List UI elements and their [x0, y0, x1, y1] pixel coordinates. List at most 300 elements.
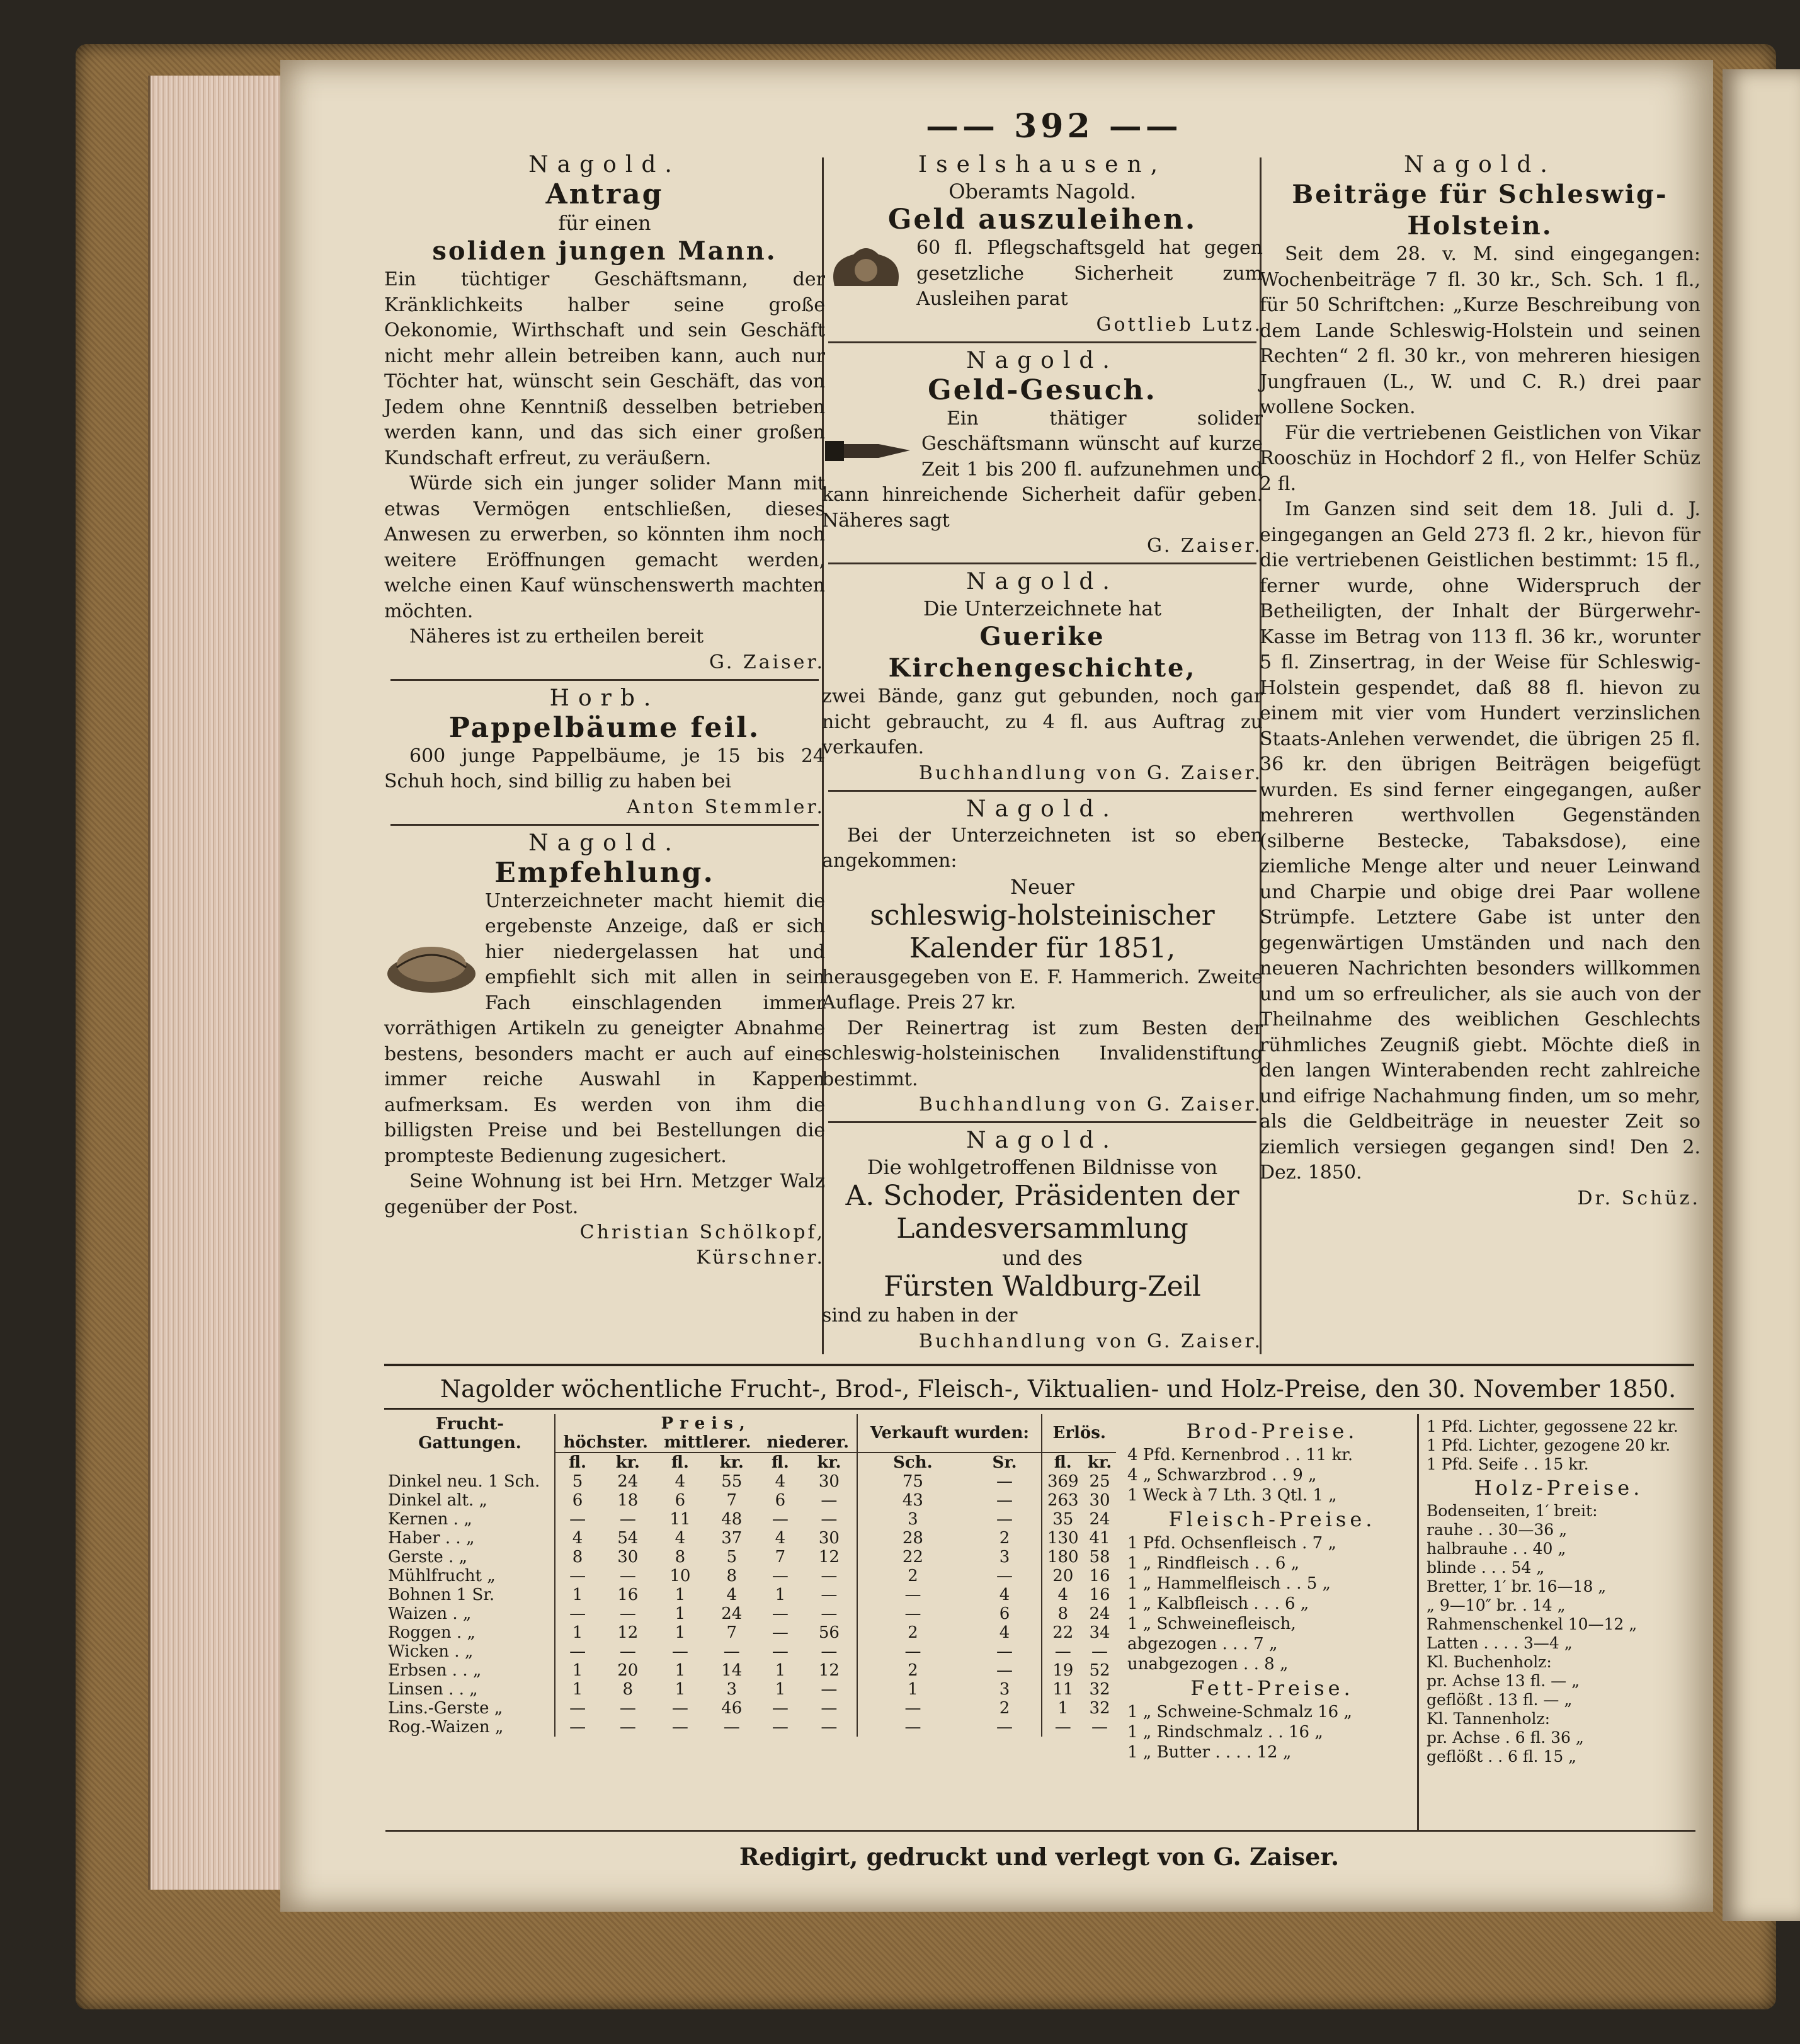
grain-name: Dinkel neu. 1 Sch. [385, 1472, 555, 1491]
unit-cell [385, 1453, 555, 1472]
table-cell: 1 [675, 1585, 686, 1604]
table-cell: — [968, 1491, 1042, 1510]
table-row [385, 1680, 1116, 1699]
unit-cell: kr. [704, 1453, 759, 1472]
ad-subtitle: für einen [558, 211, 651, 235]
ad-body: Im Ganzen sind seit dem 18. Juli d. J. eingegangen an Geld 273 fl. 2 kr., hievon für die vertriebenen Geistlichen bestimmt: 15 fl., ferner wurde, ohne Widerspruch der Betheiligten, der Inhalt der Bürgerwehr-Kasse im Betrag von 113 fl. 36 kr., worunter 5 fl. Zinsertrag, in der Weise für Schleswig-Holstein gespendet, daß 88 fl. hievon zu einem mit vier vom Hundert verzinslichen Staats-Anlehen verwendet, die übrigen 25 fl. 36 kr. den übrigen Beiträgen beigefügt wurden. Es sind ferner eingegangen, außer mehreren werthvollen Gegenständen (silberne Bestecke, Tabaksdose), eine ziemliche Menge alter und neuer Leinwand und Charpie und obige drei Paar wollene Strümpfe. Letztere Gabe ist unter den gegenwärtigen Umständen und nach den neueren Nachrichten besonders willkommen und um so erfreulicher, als sie auch von der Theilnahme des weiblichen Geschlechts rühmliches Zeugniß giebt. Möchte dieß in den langen Winterabenden recht zahlreiche und eifrige Nachahmung finden, um so mehr, als die Geldbeiträge in neuester Zeit so ziemlich versiegen gegangen sind! Den 2. Dez. 1850. [1260, 498, 1700, 1184]
table-cell: 32 [1089, 1699, 1110, 1718]
table-cell: 6 [675, 1491, 686, 1510]
price-line: „ 9—10″ br. . 14 „ [1427, 1596, 1566, 1614]
ad-bildnisse [822, 1127, 1263, 1354]
table-cell: 1 [572, 1623, 583, 1642]
grain-name: Erbsen . . „ [385, 1661, 555, 1680]
ad-empfehlung [384, 830, 825, 1271]
table-cell: 14 [721, 1661, 743, 1680]
grain-name: Rog.-Waizen „ [385, 1718, 555, 1737]
table-cell: 1 [572, 1585, 583, 1604]
table-cell: 5 [726, 1548, 738, 1567]
table-cell: 18 [617, 1491, 639, 1510]
unit-cell: fl. [759, 1453, 801, 1472]
table-cell: — [968, 1642, 1042, 1661]
table-cell: 22 [1052, 1623, 1074, 1642]
ad-signature: Gottlieb Lutz. [1096, 313, 1263, 336]
table-cell: — [1054, 1642, 1071, 1661]
fleisch-title: Fleisch-Preise. [1168, 1507, 1376, 1531]
price-line: Rahmenschenkel 10—12 „ [1427, 1615, 1638, 1633]
frucht-body [385, 1472, 1116, 1737]
unit-cell: fl. [656, 1453, 704, 1472]
table-cell: — [723, 1642, 740, 1661]
table-cell: — [619, 1642, 636, 1661]
frucht-table-wrap [385, 1414, 1116, 1737]
ad-body: Seit dem 28. v. M. sind eingegangen: Wochenbeiträge 7 fl. 30 kr., Sch. Sch. 1 fl., für 50 Schriftchen: „Kurze Beschreibung von dem Lande Schleswig-Holstein und seinen Rechten“ 2 fl. 30 kr., von mehreren hiesigen Jungfrauen (L., W. und C. R.) drei paar wollene Socken. [1260, 243, 1700, 418]
ad-signature: G. Zaiser. [709, 651, 825, 673]
table-cell: 4 [968, 1585, 1042, 1604]
pointing-hand-icon [822, 431, 916, 469]
price-line: 1 Pfd. Seife . . 15 kr. [1427, 1455, 1589, 1473]
table-cell: — [802, 1604, 858, 1623]
unit-cell: fl. [1042, 1453, 1083, 1472]
table-cell: 1 [572, 1661, 583, 1680]
price-line: unabgezogen . . 8 „ [1127, 1655, 1289, 1674]
fett-list [1127, 1702, 1417, 1762]
table-cell: — [802, 1585, 858, 1604]
price-line: Bretter, 1′ br. 16—18 „ [1427, 1577, 1607, 1596]
table-cell: — [968, 1472, 1042, 1491]
grain-name: Lins.-Gerste „ [385, 1699, 555, 1718]
table-cell: — [802, 1642, 858, 1661]
table-row [385, 1491, 1116, 1510]
table-cell: 30 [617, 1548, 639, 1567]
table-cell: 4 [968, 1623, 1042, 1642]
table-cell: 22 [902, 1548, 923, 1567]
column-3 [1260, 151, 1700, 1211]
place: Nagold. [966, 569, 1119, 595]
imprint: Redigirt, gedruckt und verlegt von G. Zaiser. [739, 1842, 1340, 1871]
grain-name: Linsen . . „ [385, 1680, 555, 1699]
unit-cell: fl. [555, 1453, 600, 1472]
table-cell: — [802, 1699, 858, 1718]
table-cell: 2 [968, 1699, 1042, 1718]
table-cell: 48 [721, 1510, 743, 1529]
table-cell: 6 [775, 1491, 786, 1510]
ad-body: sind zu haben in der [822, 1305, 1018, 1327]
price-line: 1 „ Schweinefleisch, [1127, 1614, 1296, 1633]
ad-signature: Buchhandlung von G. Zaiser. [918, 1330, 1263, 1352]
table-cell: 19 [1052, 1661, 1074, 1680]
col-header: Frucht-Gattungen. [385, 1414, 555, 1453]
price-line: 1 „ Kalbfleisch . . . 6 „ [1127, 1594, 1309, 1613]
table-cell: — [569, 1567, 586, 1585]
table-cell: 7 [775, 1548, 786, 1567]
ad-subtitle: und des [1002, 1246, 1083, 1270]
table-cell: — [772, 1699, 789, 1718]
table-cell: — [802, 1510, 858, 1529]
table-row [385, 1623, 1116, 1642]
price-line: 1 „ Hammelfleisch . . 5 „ [1127, 1574, 1331, 1593]
table-row [385, 1585, 1116, 1604]
ad-signature: Christian Schölkopf, [579, 1221, 825, 1243]
unit-cell: kr. [802, 1453, 858, 1472]
column-rule [1417, 1414, 1419, 1830]
table-row [385, 1529, 1116, 1548]
table-cell: 180 [1047, 1548, 1079, 1567]
table-cell: 54 [617, 1529, 639, 1548]
table-cell: 1 [1057, 1699, 1069, 1718]
table-cell: 55 [721, 1472, 743, 1491]
divider [828, 341, 1256, 343]
ad-signature: Kürschner. [696, 1247, 825, 1269]
table-cell: 1 [675, 1661, 686, 1680]
section-rule [385, 1830, 1695, 1832]
table-cell: — [968, 1510, 1042, 1529]
table-cell: — [802, 1680, 858, 1699]
table-cell: — [772, 1718, 789, 1737]
table-cell: — [1091, 1718, 1108, 1737]
price-line: Kl. Buchenholz: [1427, 1653, 1552, 1671]
brod-title: Brod-Preise. [1186, 1419, 1359, 1443]
table-cell: — [904, 1718, 921, 1737]
ad-signature: Anton Stemmler. [626, 796, 825, 818]
table-cell: 4 [775, 1472, 786, 1491]
table-cell: 1 [675, 1604, 686, 1623]
table-cell: 37 [721, 1529, 743, 1548]
table-cell: 5 [572, 1472, 583, 1491]
ad-title: Pappelbäume feil. [448, 711, 761, 744]
licht-list [1427, 1417, 1691, 1474]
table-cell: 16 [617, 1585, 639, 1604]
price-line: geflößt . 13 fl. — „ [1427, 1691, 1573, 1709]
place: Nagold. [1404, 152, 1556, 178]
price-line: abgezogen . . . 7 „ [1127, 1635, 1278, 1653]
ad-body: 60 fl. Pflegschaftsgeld hat gegen gesetzliche Sicherheit zum Ausleihen parat [916, 237, 1263, 310]
table-cell: 52 [1089, 1661, 1110, 1680]
ad-title: schleswig-holsteinischer Kalender für 1851, [870, 899, 1215, 964]
table-row [385, 1718, 1116, 1737]
price-line: 1 „ Rindfleisch . . 6 „ [1127, 1554, 1300, 1573]
table-row [385, 1661, 1116, 1680]
ad-body: Ein tüchtiger Geschäftsmann, der Kränklichkeits halber seine große Oekonomie, Wirthschaft und sein Geschäft nicht mehr allein betreiben kann, auch nur Töchter hat, wünscht sein Geschäft, das von Jedem ohne Kenntniß desselben betrieben werden kann, und das sich einer großen Kundschaft erfreut, zu veräußern. [384, 268, 825, 469]
ad-signature: Dr. Schüz. [1577, 1187, 1700, 1209]
table-cell: — [619, 1510, 636, 1529]
table-cell: 4 [572, 1529, 583, 1548]
price-line: 4 „ Schwarzbrod . . 9 „ [1127, 1466, 1317, 1485]
price-line: 1 Pfd. Lichter, gegossene 22 kr. [1427, 1417, 1678, 1436]
cap-illustration-icon [384, 939, 479, 996]
price-line: Bodenseiten, 1′ breit: [1427, 1502, 1598, 1520]
price-line: 1 Pfd. Lichter, gezogene 20 kr. [1427, 1436, 1671, 1454]
table-cell: 35 [1052, 1510, 1074, 1529]
table-cell: 2 [908, 1661, 918, 1680]
table-cell: — [569, 1718, 586, 1737]
ad-subtitle: Oberamts Nagold. [948, 180, 1136, 203]
price-line: Kl. Tannenholz: [1427, 1710, 1551, 1728]
ad-subtitle: Die Unterzeichnete hat [923, 597, 1162, 620]
section-rule [384, 1364, 1694, 1366]
moneybag-illustration-icon [822, 236, 910, 299]
ad-subtitle: soliden jungen Mann. [432, 236, 777, 266]
table-cell: 1 [775, 1661, 786, 1680]
table-cell: — [802, 1491, 858, 1510]
section-rule [384, 1408, 1694, 1410]
table-cell: — [968, 1718, 1042, 1737]
ad-subtitle: Die wohlgetroffenen Bildnisse von [867, 1155, 1218, 1179]
table-cell: 28 [902, 1529, 923, 1548]
ad-title: Beiträge für Schleswig-Holstein. [1292, 180, 1668, 241]
col-header: niederer. [759, 1433, 857, 1453]
table-cell: 75 [902, 1472, 923, 1491]
table-cell: 4 [675, 1472, 686, 1491]
table-cell: — [772, 1604, 789, 1623]
table-row [385, 1510, 1116, 1529]
table-row [385, 1604, 1116, 1623]
ad-body: Seine Wohnung ist bei Hrn. Metzger Walz gegenüber der Post. [384, 1170, 825, 1218]
table-row [385, 1642, 1116, 1661]
ad-title: Geld-Gesuch. [928, 374, 1157, 406]
table-row [385, 1567, 1116, 1585]
unit-cell: kr. [600, 1453, 656, 1472]
price-line: halbrauhe . . 40 „ [1427, 1539, 1566, 1558]
table-cell: 56 [802, 1623, 858, 1642]
grain-name: Haber . . „ [385, 1529, 555, 1548]
unit-cell: Sch. [857, 1453, 967, 1472]
table-cell: 10 [669, 1567, 691, 1585]
ad-body: Würde sich ein junger solider Mann mit etwas Vermögen entschließen, dieses Anwesen zu erwerben, so könnten ihm noch weitere Eröffnungen gemacht werden, welche einen Kauf wünschenswerth machten möchten. [384, 472, 825, 622]
grain-name: Dinkel alt. „ [385, 1491, 555, 1510]
table-cell: — [968, 1661, 1042, 1680]
col-header: Erlös. [1052, 1424, 1106, 1442]
table-cell: 41 [1089, 1529, 1110, 1548]
table-cell: 4 [675, 1529, 686, 1548]
col-header: Preis, [555, 1414, 857, 1433]
market-title: Nagolder wöchentliche Frucht-, Brod-, Fleisch-, Viktualien- und Holz-Preise, den 30. November 1850. [440, 1375, 1677, 1403]
price-line: 1 „ Schweine-Schmalz 16 „ [1127, 1703, 1352, 1721]
table-cell: 1 [675, 1680, 686, 1699]
table-cell: 8 [572, 1548, 583, 1567]
price-line: geflößt . . 6 fl. 15 „ [1427, 1747, 1577, 1766]
grain-name: Mühlfrucht „ [385, 1567, 555, 1585]
table-cell: — [772, 1567, 789, 1585]
table-cell: — [904, 1699, 921, 1718]
table-row [385, 1699, 1116, 1718]
price-line: 1 Pfd. Ochsenfleisch . 7 „ [1127, 1534, 1336, 1553]
grain-name: Waizen . „ [385, 1604, 555, 1623]
table-cell: 24 [617, 1472, 639, 1491]
table-cell: — [569, 1699, 586, 1718]
table-cell: 12 [802, 1548, 858, 1567]
grain-name: Wicken . „ [385, 1642, 555, 1661]
table-cell: — [619, 1699, 636, 1718]
table-cell: 8 [622, 1680, 634, 1699]
unit-cell: Sr. [968, 1453, 1042, 1472]
price-line: blinde . . . 54 „ [1427, 1558, 1545, 1577]
table-cell: 11 [669, 1510, 691, 1529]
brod-list [1127, 1445, 1417, 1505]
ad-body: Unterzeichneter macht hiemit die ergebenste Anzeige, daß er sich hier niedergelassen hat und empfiehlt sich mit allen in sein Fach einschlagenden immer vorräthigen Artikeln zu geneigter Abnahme bestens, besonders macht er auch auf eine immer reiche Auswahl in Kappen aufmerksam. Es werden von ihm die billigsten Preise und bei Bestellungen die prompteste Bedienung zugesichert. [384, 889, 825, 1167]
table-cell: — [1054, 1718, 1071, 1737]
divider [390, 824, 819, 826]
price-line: pr. Achse 13 fl. — „ [1427, 1672, 1580, 1690]
col-header: Verkauft wurden: [857, 1414, 1042, 1453]
table-cell: 12 [802, 1661, 858, 1680]
ad-body: zwei Bände, ganz gut gebunden, noch gar nicht gebraucht, zu 4 fl. aus Auftrag zu verkaufen. [822, 685, 1263, 758]
price-line: rauhe . . 30—36 „ [1427, 1521, 1568, 1539]
table-cell: 3 [908, 1510, 918, 1529]
price-line: 1 Weck à 7 Lth. 3 Qtl. 1 „ [1127, 1486, 1337, 1505]
frucht-table [385, 1414, 1116, 1737]
table-cell: 6 [968, 1604, 1042, 1623]
ad-signature: G. Zaiser. [1146, 535, 1263, 557]
grain-name: Gerste . „ [385, 1548, 555, 1567]
table-cell: — [904, 1642, 921, 1661]
place: Iselshausen, [918, 152, 1167, 178]
table-cell: 1 [775, 1680, 786, 1699]
ad-signature: Buchhandlung von G. Zaiser. [918, 1093, 1263, 1116]
price-line: 4 Pfd. Kernenbrod . . 11 kr. [1127, 1446, 1353, 1464]
column-2 [822, 151, 1263, 1354]
table-cell: — [619, 1567, 636, 1585]
place: Nagold. [966, 347, 1119, 374]
table-cell: — [802, 1567, 858, 1585]
ad-title: Guerike Kirchengeschichte, [888, 622, 1197, 683]
ad-kalender [822, 796, 1263, 1118]
table-cell: 30 [802, 1529, 858, 1548]
ad-title: Empfehlung. [494, 856, 715, 889]
ad-pappel [384, 685, 825, 820]
table-cell: 4 [775, 1529, 786, 1548]
table-cell: 16 [1089, 1567, 1110, 1585]
table-cell: 7 [726, 1491, 738, 1510]
page-number: —— 392 —— [926, 107, 1182, 146]
unit-row [385, 1453, 1116, 1472]
licht-holz-section [1427, 1417, 1691, 1766]
table-cell: 1 [775, 1585, 786, 1604]
table-cell: 1 [572, 1680, 583, 1699]
place: Nagold. [966, 796, 1119, 822]
ad-geld-ausleihen [822, 151, 1263, 338]
ad-body: herausgegeben von E. F. Hammerich. Zweite Auflage. Preis 27 kr. [822, 966, 1263, 1013]
table-cell: — [619, 1718, 636, 1737]
table-cell: 8 [675, 1548, 686, 1567]
table-row [385, 1548, 1116, 1567]
table-cell: 11 [1052, 1680, 1074, 1699]
ad-body: Bei der Unterzeichneten ist so eben angekommen: [822, 824, 1263, 872]
table-cell: 4 [726, 1585, 738, 1604]
ad-body: Näheres ist zu ertheilen bereit [409, 625, 704, 648]
ad-body: 600 junge Pappelbäume, je 15 bis 24 Schuh hoch, sind billig zu haben bei [384, 745, 825, 792]
table-cell: 30 [802, 1472, 858, 1491]
brod-fleisch-section [1127, 1417, 1417, 1762]
table-cell: 7 [726, 1623, 738, 1642]
table-cell: 3 [968, 1548, 1042, 1567]
price-line: Latten . . . . 3—4 „ [1427, 1634, 1573, 1652]
table-cell: 16 [1089, 1585, 1110, 1604]
table-cell: — [772, 1642, 789, 1661]
grain-name: Bohnen 1 Sr. [385, 1585, 555, 1604]
divider [828, 1121, 1256, 1123]
unit-cell: kr. [1083, 1453, 1116, 1472]
column-1 [384, 151, 825, 1270]
ad-kirchengeschichte [822, 568, 1263, 786]
table-cell: 46 [721, 1699, 743, 1718]
table-cell: — [569, 1642, 586, 1661]
table-cell: 24 [1089, 1510, 1110, 1529]
ad-body: Für die vertriebenen Geistlichen von Vikar Rooschüz in Hochdorf 2 fl., von Helfer Schüz 2 fl. [1260, 421, 1700, 495]
table-cell: 30 [1089, 1491, 1110, 1510]
table-cell: 8 [1057, 1604, 1069, 1623]
ad-body: Der Reinertrag ist zum Besten der schleswig-holsteinischen Invalidenstiftung bestimmt. [822, 1017, 1263, 1090]
table-cell: — [569, 1510, 586, 1529]
table-cell: — [772, 1623, 789, 1642]
table-cell: — [968, 1567, 1042, 1585]
place: Nagold. [528, 830, 681, 856]
table-cell: 24 [1089, 1604, 1110, 1623]
holz-list [1427, 1502, 1691, 1766]
col-header: höchster. [563, 1433, 648, 1452]
place: Nagold. [966, 1128, 1119, 1153]
table-cell: 1 [675, 1623, 686, 1642]
table-cell: 24 [721, 1604, 743, 1623]
table-cell: — [671, 1642, 688, 1661]
table-cell: — [619, 1604, 636, 1623]
table-cell: 2 [908, 1567, 918, 1585]
table-cell: — [569, 1604, 586, 1623]
ad-title: Antrag [545, 178, 664, 210]
page-edges [148, 76, 283, 1890]
ad-body: Ein thätiger solider Geschäftsmann wünscht auf kurze Zeit 1 bis 200 fl. aufzunehmen und kann hinreichende Sicherheit dafür geben. Näheres sagt [822, 407, 1263, 532]
grain-name: Kernen . „ [385, 1510, 555, 1529]
price-line: 1 „ Butter . . . . 12 „ [1127, 1743, 1292, 1762]
col-header: mittlerer. [664, 1433, 751, 1452]
table-cell: 2 [908, 1623, 918, 1642]
divider [390, 679, 819, 681]
place: Horb. [549, 685, 660, 711]
price-line: pr. Achse . 6 fl. 36 „ [1427, 1728, 1584, 1747]
table-cell: 43 [902, 1491, 923, 1510]
table-cell: 58 [1089, 1548, 1110, 1567]
table-cell: 8 [726, 1567, 738, 1585]
table-cell: — [802, 1718, 858, 1737]
ad-subtitle: Neuer [1010, 874, 1074, 899]
fett-title: Fett-Preise. [1190, 1676, 1354, 1700]
table-cell: 263 [1047, 1491, 1079, 1510]
price-line: 1 „ Rindschmalz . . 16 „ [1127, 1723, 1323, 1742]
divider [828, 790, 1256, 792]
table-cell: 25 [1089, 1472, 1110, 1491]
table-cell: 4 [1057, 1585, 1069, 1604]
place: Nagold. [528, 152, 681, 178]
table-cell: 130 [1047, 1529, 1079, 1548]
table-cell: — [1091, 1642, 1108, 1661]
table-cell: 1 [908, 1680, 918, 1699]
grain-name: Roggen . „ [385, 1623, 555, 1642]
table-cell: 20 [1052, 1567, 1074, 1585]
ad-antrag [384, 151, 825, 675]
table-cell: 34 [1089, 1623, 1110, 1642]
table-cell: — [671, 1718, 688, 1737]
table-cell: — [904, 1585, 921, 1604]
ad-title: Geld auszuleihen. [887, 203, 1197, 236]
table-cell: — [671, 1699, 688, 1718]
ad-title: Fürsten Waldburg-Zeil [884, 1270, 1201, 1303]
table-cell: 32 [1089, 1680, 1110, 1699]
ad-geld-gesuch [822, 347, 1263, 559]
table-cell: — [904, 1604, 921, 1623]
table-cell: 12 [617, 1623, 639, 1642]
facing-page [1723, 69, 1800, 1921]
table-cell: 3 [968, 1680, 1042, 1699]
table-cell: 6 [572, 1491, 583, 1510]
